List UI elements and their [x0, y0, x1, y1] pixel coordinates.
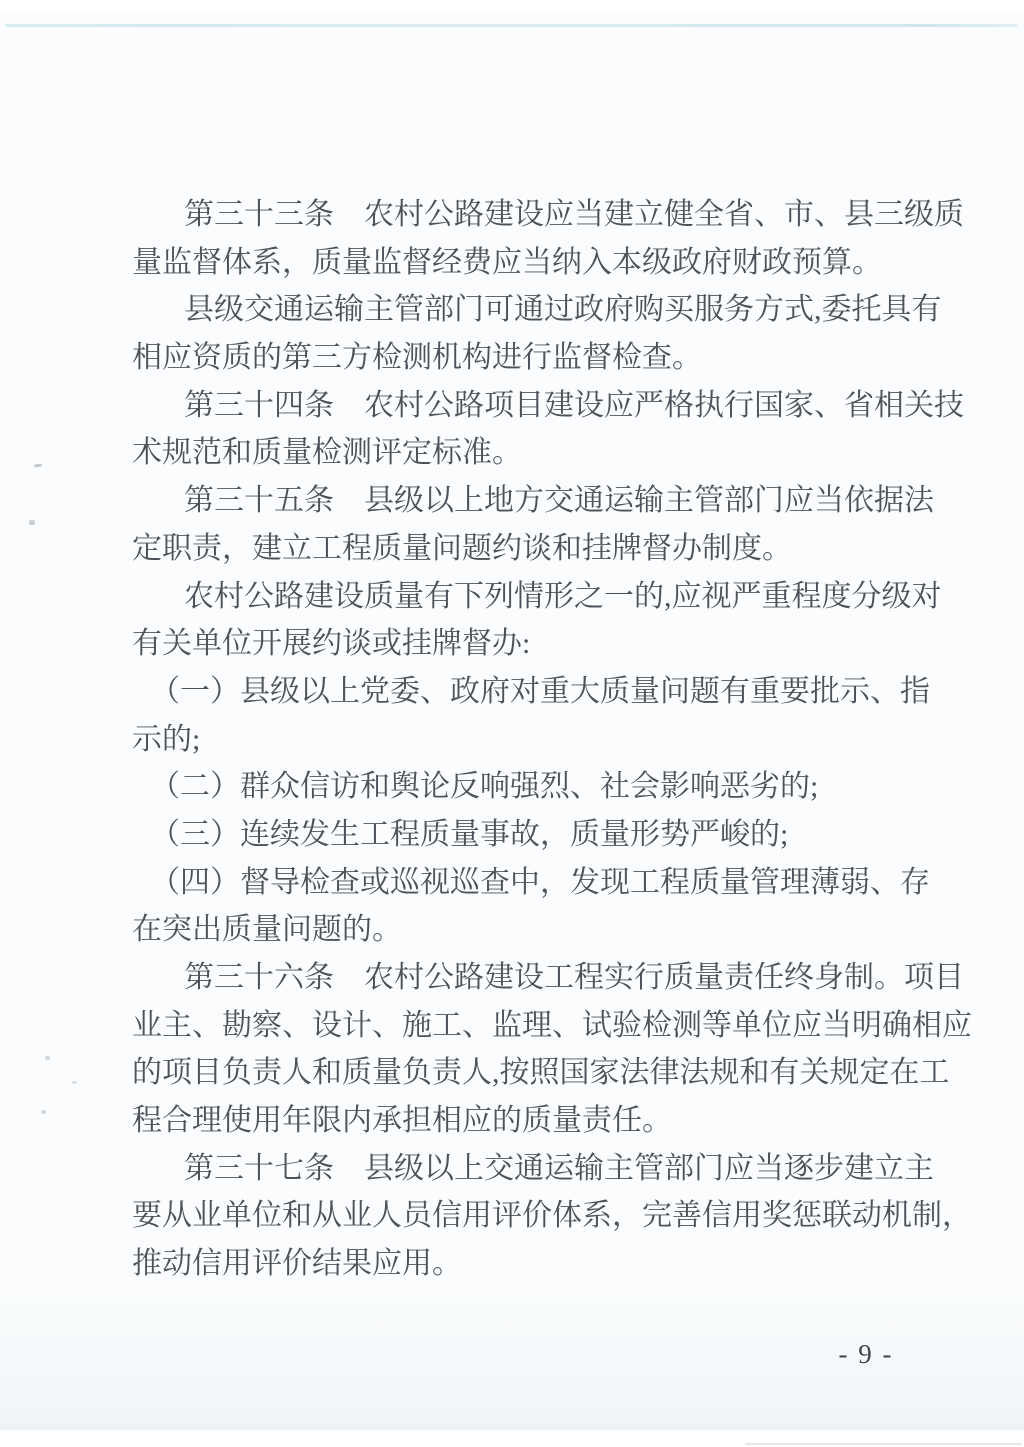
paragraph-article-37 [132, 1145, 972, 1288]
text-line: 有关单位开展约谈或挂牌督办: [132, 627, 531, 661]
text-line: 示的; [132, 722, 201, 756]
text-line: 量监督体系，质量监督经费应当纳入本级政府财政预算。 [132, 245, 882, 279]
paragraph-item-2 [132, 763, 922, 811]
text-line: 第三十七条 县级以上交通运输主管部门应当逐步建立主 [184, 1151, 934, 1185]
text-line: 第三十三条 农村公路建设应当建立健全省、市、县三级质 [184, 198, 964, 231]
paragraph-article-33-2 [132, 286, 942, 381]
text-line: 业主、勘察、设计、施工、监理、试验检测等单位应当明确相应 [132, 1008, 972, 1042]
page-number: - 9 - [838, 1339, 894, 1369]
text-line: 第三十五条 县级以上地方交通运输主管部门应当依据法 [184, 484, 934, 518]
text-line: 县级交通运输主管部门可通过政府购买服务方式,委托具有 [184, 293, 942, 327]
text-line: （四）督导检查或巡视巡查中，发现工程质量管理薄弱、存 [150, 865, 930, 899]
scan-speck [29, 520, 35, 525]
text-line: 第三十四条 农村公路项目建设应严格执行国家、省相关技 [184, 388, 964, 422]
paragraph-article-36 [132, 954, 972, 1145]
paragraph-article-35-2 [132, 573, 942, 668]
paragraph-article-34 [132, 382, 964, 477]
document-body [132, 191, 972, 1288]
text-line: 定职责，建立工程质量问题约谈和挂牌督办制度。 [132, 531, 792, 565]
paragraph-article-33 [132, 191, 964, 286]
text-line: 推动信用评价结果应用。 [132, 1247, 462, 1281]
text-line: （二）群众信访和舆论反响强烈、社会影响恶劣的; [150, 770, 819, 804]
text-line: 在突出质量问题的。 [132, 913, 402, 947]
scan-speck [34, 463, 42, 467]
text-line: 第三十六条 农村公路建设工程实行质量责任终身制。项目 [184, 961, 964, 994]
text-line: 术规范和质量检测评定标准。 [132, 436, 522, 470]
paragraph-item-4 [132, 859, 930, 954]
scanned-page [0, 13, 1024, 1430]
text-line: 程合理使用年限内承担相应的质量责任。 [132, 1104, 672, 1138]
text-line: 的项目负责人和质量负责人,按照国家法律法规和有关规定在工 [132, 1056, 950, 1090]
text-line: （一）县级以上党委、政府对重大质量问题有重要批示、指 [150, 674, 930, 708]
text-line: 要从业单位和从业人员信用评价体系，完善信用奖惩联动机制， [132, 1199, 972, 1233]
paragraph-item-1 [132, 668, 930, 763]
text-line: （三）连续发生工程质量事故，质量形势严峻的; [150, 817, 789, 851]
scan-speck [45, 1056, 50, 1060]
page-top-edge-line [5, 24, 1018, 27]
text-line: 相应资质的第三方检测机构进行监督检查。 [132, 341, 702, 375]
scan-speck [41, 1110, 46, 1114]
scan-speck [72, 1081, 77, 1084]
page-bottom-edge-line [745, 1443, 1022, 1445]
text-line: 农村公路建设质量有下列情形之一的,应视严重程度分级对 [184, 579, 942, 613]
paragraph-item-3 [132, 811, 922, 859]
paragraph-article-35 [132, 477, 934, 572]
